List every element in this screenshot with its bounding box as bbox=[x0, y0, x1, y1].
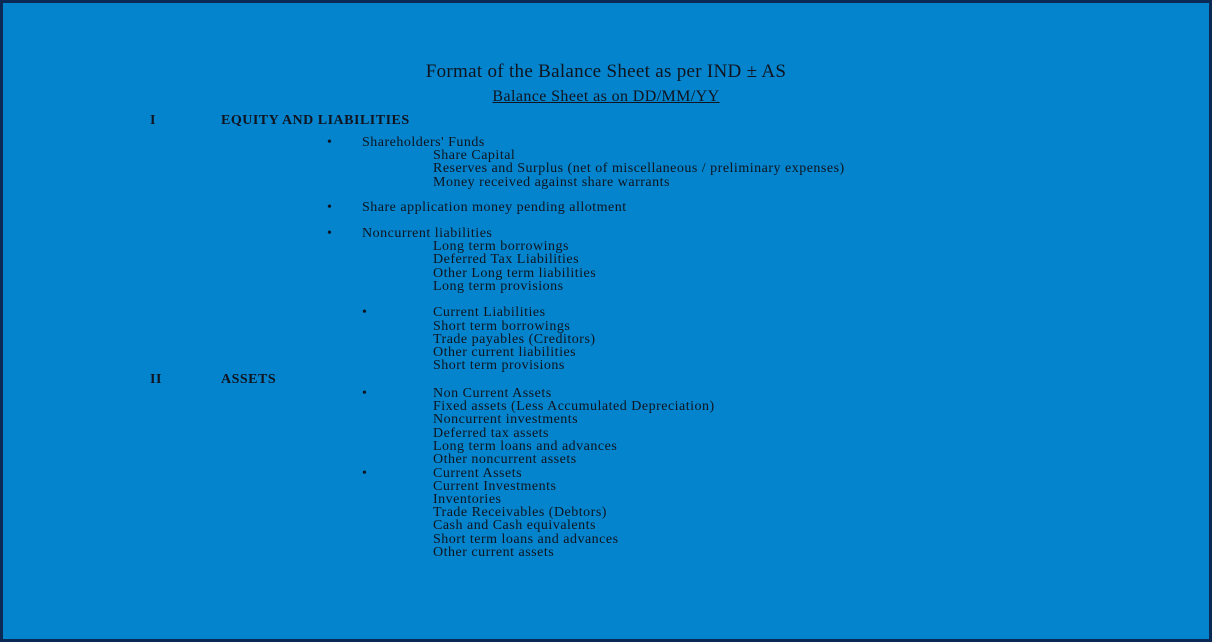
section-numeral-ii: II bbox=[150, 372, 162, 387]
group-label-share-application: Share application money pending allotment bbox=[362, 200, 627, 215]
list-item: Long term borrowings bbox=[433, 239, 569, 254]
list-item: Other current liabilities bbox=[433, 345, 577, 360]
bullet-icon: • bbox=[362, 386, 368, 401]
list-item: Trade payables (Creditors) bbox=[433, 332, 596, 347]
bullet-icon: • bbox=[362, 305, 368, 320]
group-label-non-current-assets: Non Current Assets bbox=[433, 386, 552, 401]
list-item: Other Long term liabilities bbox=[433, 266, 597, 281]
bullet-icon: • bbox=[327, 226, 333, 241]
list-item: Current Investments bbox=[433, 479, 557, 494]
group-label-current-assets: Current Assets bbox=[433, 466, 523, 481]
list-item: Other noncurrent assets bbox=[433, 452, 577, 467]
page-subtitle: Balance Sheet as on DD/MM/YY bbox=[492, 88, 720, 105]
list-item: Short term loans and advances bbox=[433, 532, 619, 547]
list-item: Reserves and Surplus (net of miscellaneous / preliminary expenses) bbox=[433, 161, 845, 176]
bullet-icon: • bbox=[327, 135, 333, 150]
list-item: Trade Receivables (Debtors) bbox=[433, 505, 607, 520]
list-item: Short term provisions bbox=[433, 358, 565, 373]
bullet-icon: • bbox=[362, 466, 368, 481]
list-item: Long term loans and advances bbox=[433, 439, 618, 454]
section-heading-assets: ASSETS bbox=[221, 372, 277, 387]
list-item: Deferred tax assets bbox=[433, 426, 550, 441]
group-label-shareholders-funds: Shareholders' Funds bbox=[362, 135, 485, 150]
list-item: Long term provisions bbox=[433, 279, 564, 294]
list-item: Cash and Cash equivalents bbox=[433, 518, 596, 533]
list-item: Other current assets bbox=[433, 545, 555, 560]
section-heading-equity-liabilities: EQUITY AND LIABILITIES bbox=[221, 113, 410, 128]
page-title: Format of the Balance Sheet as per IND ± AS bbox=[425, 61, 787, 82]
list-item: Fixed assets (Less Accumulated Depreciation) bbox=[433, 399, 715, 414]
list-item: Short term borrowings bbox=[433, 319, 571, 334]
list-item: Share Capital bbox=[433, 148, 516, 163]
group-label-noncurrent-liabilities: Noncurrent liabilities bbox=[362, 226, 493, 241]
section-numeral-i: I bbox=[150, 113, 156, 128]
list-item: Deferred Tax Liabilities bbox=[433, 252, 580, 267]
list-item: Money received against share warrants bbox=[433, 175, 670, 190]
group-label-current-liabilities: Current Liabilities bbox=[433, 305, 546, 320]
list-item: Noncurrent investments bbox=[433, 412, 579, 427]
bullet-icon: • bbox=[327, 200, 333, 215]
list-item: Inventories bbox=[433, 492, 502, 507]
